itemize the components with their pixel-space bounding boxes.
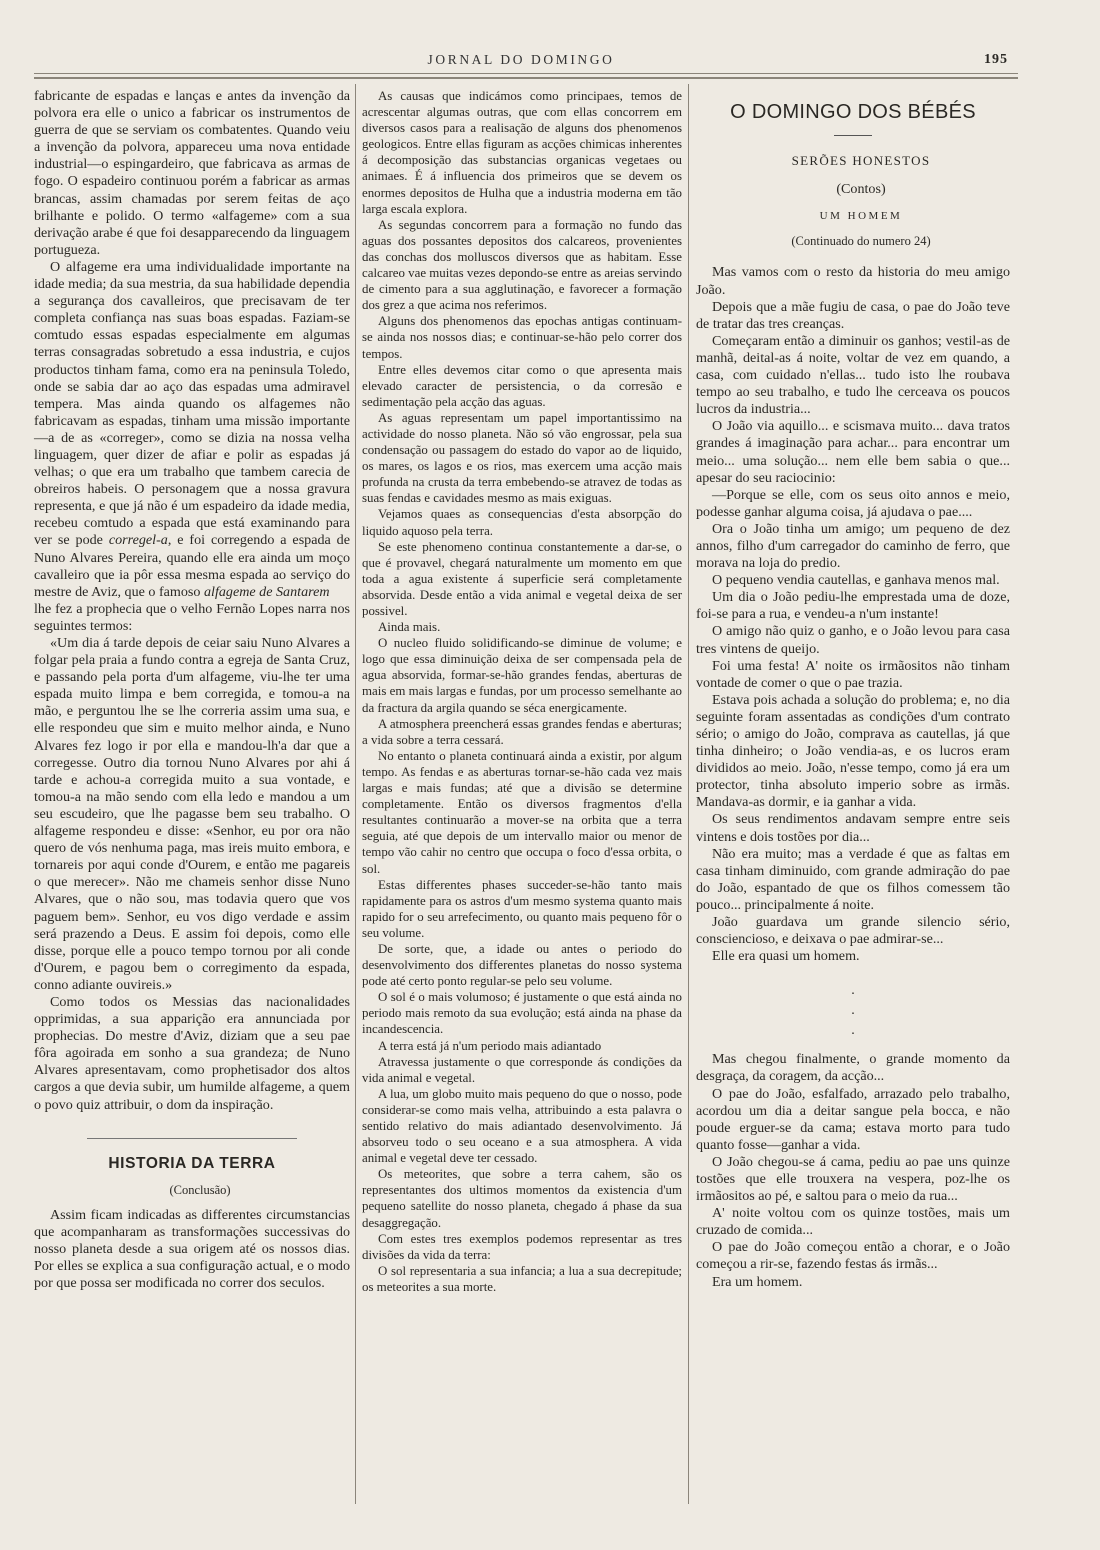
- story-paragraph: Os seus rendimentos andavam sempre entre seis vintens e dois tostões por dia...: [696, 811, 1010, 845]
- column-divider: [355, 84, 356, 1504]
- article-paragraph: A lua, um globo muito mais pequeno do que o nosso, pode considerar-se como mais velha, attribuindo a esta palavra o sentido relativo do mais adiantado desenvolvimento. Já absorveu todo o seu oceano e a sua atmosphera. A vida animal e vegetal deve ter cessado.: [362, 1086, 682, 1166]
- story-subtitle: (Contos): [836, 181, 886, 198]
- story-paragraph: O João chegou-se á cama, pediu ao pae uns quinze tostões que elle trouxera na vespera, poz-lhe os irmãositos ao pé, e saltou para o meio da rua...: [696, 1153, 1010, 1205]
- page-number: 195: [984, 52, 1008, 67]
- story-paragraph: O pae do João começou então a chorar, e o João começou a rir-se, fazendo festas ás irmãs...: [696, 1239, 1010, 1273]
- article-paragraph: Ainda mais.: [378, 620, 441, 635]
- article-paragraph: Como todos os Messias das nacionalidades opprimidas, a sua apparição era annunciada por prophecias. Do mestre d'Aviz, diziam que a seu pae fôra agoirada em sonho a sua grandeza; de Nuno Alvares apresentavam, como prophetisador dos altos cargos a que devia subir, um humilde alfageme, a quem o povo quiz attribuir, o dom da inspiração.: [34, 993, 350, 1113]
- italic-term: corregel-a: [108, 532, 168, 549]
- section-subtitle: (Conclusão): [169, 1182, 231, 1197]
- section-title: HISTORIA DA TERRA: [108, 1154, 276, 1172]
- article-paragraph: fabricante de espadas e lanças e antes da invenção da polvora era elle o unico a fabricar os instrumentos de guerra de que se serviam os combatentes. Quando veiu a invenção da polvora, appareceu uma nova entidade industrial—o espingardeiro, que fabricava as armas de fogo. O espadeiro continuou porém a fabricar as armas brancas, assim chamadas por serem feitas de aço brilhante e polido. O termo «alfageme» com a sua derivação arabe é que foi desapparecendo da linguagem portugueza.: [34, 88, 350, 258]
- article-paragraph: O sol representaria a sua infancia; a lua a sua decrepitude; os meteorites a sua morte.: [362, 1263, 682, 1294]
- article-paragraph: A terra está já n'um periodo mais adiantado: [378, 1038, 602, 1053]
- story-title: UM HOMEM: [819, 210, 903, 223]
- story-paragraph: João guardava um grande silencio sério, consciencioso, e deixava o pae admirar-se...: [696, 914, 1010, 948]
- story-paragraph: Era um homem.: [712, 1273, 803, 1290]
- story-paragraph: Depois que a mãe fugiu de casa, o pae do João teve de tratar das tres creanças.: [696, 298, 1010, 332]
- article-paragraph: As aguas representam um papel importantissimo na actividade do nosso planeta. Não só vão engrossar, pela sua condensação ou passagem do estado do vapor ao de liquido, os mares, os lagos e os rios, mas exercem uma acção mais profunda na crusta da terra embebendo-se atravez de todas as suas fendas e cavidades mesmo as mais exiguas.: [362, 410, 682, 506]
- section-title: O DOMINGO DOS BÉBÉS: [730, 101, 976, 123]
- story-paragraph: O pae do João, esfalfado, arrazado pelo trabalho, acordou um dia a deitar sangue pela bocca, e não poude erguer-se da cama; estava morto para tudo quanto fosse—ganhar a vida.: [696, 1085, 1010, 1153]
- section-divider: [87, 1138, 297, 1139]
- story-paragraph: O pequeno vendia cautellas, e ganhava menos mal.: [712, 572, 1000, 589]
- story-paragraph: Estava pois achada a solução do problema; e, no dia seguinte foram assentadas as condições d'um contrato sério; o amigo do João, comprava as cautellas, já que tinha dinheiro; o João vendia-as, e os lucros eram divididos ao meio. João, n'esse tempo, como já era um protector, tinha absoluto imperio sobre as irmãs. Mandava-as dormir, e ia ganhar a vida.: [696, 691, 1010, 811]
- article-paragraph: Estas differentes phases succeder-se-hão tanto mais rapidamente para os astros d'um mesmo systema quanto mais rapido for o seu arrefecimento, ou quanto mais pequeno fôr o seu volume.: [362, 877, 682, 940]
- quote-paragraph: «Um dia á tarde depois de ceiar saiu Nuno Alvares a folgar pela praia a fundo contra a egreja de Santa Cruz, e passando pela porta d'um alfageme, viu-lhe ter uma espada muito limpa e bem corregida, e tomou-a na mão, e perguntou lhe se lhe correria assim uma sua, e elle respondeu que sim e muito melhor ainda, e Nuno Alvares fez logo ir por ella e mandou-lh'a dar que a corregesse. Outro dia tornou Nuno Alvares por ahi á tarde e achou-a corregida muito a sua vontade, e tomou-a na mão sendo com ella ledo e mandou a um seu escudeiro, que lhe pagasse bem seu trabalho. O alfageme respondeu e disse: «Senhor, eu por ora não quero de vós nenhuma paga, mas ireis muito embora, e tornareis por aqui conde d'Ourem, e então me pagareis o que merecer». Não me chameis senhor disse Nuno Alvares, que o não sou, mas todavia quero que vos paguem bem». Senhor, eu vos digo verdade e assim será prazendo a Deus. E assim foi depois, como elle disse, porque elle a pouco tempo tornou por ali conde d'Ourem, e pagou bem o corregimento da espada, conno adiante ouvireis.»: [34, 635, 350, 993]
- story-paragraph: Foi uma festa! A' noite os irmãositos não tinham vontade de comer o que o pae trazia.: [696, 657, 1010, 691]
- story-paragraph: O João via aquillo... e scismava muito... dava tratos grandes á imaginação para achar... para encontrar um meio... uma solução... nem elle bem sabia o que... apesar do seu raciocinio:: [696, 418, 1010, 486]
- story-paragraph: Mas chegou finalmente, o grande momento da desgraça, da coragem, da acção...: [696, 1051, 1010, 1085]
- story-paragraph: —Porque se elle, com os seus oito annos e meio, podesse ganhar alguma coisa, já ajudava o pae....: [696, 486, 1010, 520]
- story-paragraph: Mas vamos com o resto da historia do meu amigo João.: [696, 264, 1010, 298]
- article-paragraph: lhe fez a prophecia que o velho Fernão Lopes narra nos seguintes termos:: [34, 600, 350, 634]
- article-paragraph: No entanto o planeta continuará ainda a existir, por algum tempo. As fendas e as aberturas tornar-se-hão cada vez mais largas e mais fundas; até que a divisão se determine completamente. Então os diversos fragmentos d'ella resultantes continuarão a mover-se na orbita que a terra seguia, até que depois de um intervallo maior ou menor de tempo vão cahir no centro que occupa o foco d'essa orbita, o sol.: [362, 748, 682, 876]
- story-paragraph: Ora o João tinha um amigo; um pequeno de dez annos, filho d'um carregador do caminho de ferro, que morava na loja do predio.: [696, 520, 1010, 572]
- article-paragraph: O nucleo fluido solidificando-se diminue de volume; e logo que essa diminuição deixa de ser compensada pela de agua absorvida, formar-se-hão grandes fendas, aberturas de mais em mais largas e fundas, por um processo semelhante ao da fractura da argila quando se séca energicamente.: [362, 636, 682, 715]
- article-paragraph: [34, 259, 350, 601]
- article-paragraph: Alguns dos phenomenos das epochas antigas continuam-se ainda nos nossos dias; e continuar-se-hão pelo correr dos tempos.: [362, 314, 682, 361]
- paragraph-text: O alfageme era uma individualidade importante na idade media; da sua mestria, da sua habilidade dependia a segurança dos cavalleiros, que precisavam de ter completa confiança nas suas boas espadas. Faziam-se comtudo essas espadas especialmente em algumas terras consagradas sobretudo a essa industria, e cujos productos tinham fama, como era na peninsula Toledo, onde se sabia dar ao aço das espadas uma admiravel tempera. Mas ainda quando os alfagemes não fabricavam as espadas, tinham uma missão importante—a de as «correger», como se dizia na nossa velha linguagem, quer dizer de afiar e polir as espadas já velhas; o que era um trabalho que tambem carecia de obreiros habeis. O personagem que a nossa gravura representa, e que já não é um espadeiro da idade media, recebeu comtudo a espada que está examinando para ver se pode: [34, 258, 350, 549]
- masthead-title: JORNAL DO DOMINGO: [427, 52, 615, 67]
- article-paragraph: Se este phenomeno continua constantemente a dar-se, o que é provavel, chegará naturalmente um momento em que toda a agua existente á superficie será completamente absorvida. Desde então a vida animal e vegetal deixa de ser possivel.: [362, 539, 682, 618]
- story-paragraph: Começaram então a diminuir os ganhos; vestil-as de manhã, deital-as á noite, voltar de vez em quando, a casa, com cuidado n'ellas... tudo isto lhe roubava tempo ao seu trabalho, e tudo lhe cerceava os poucos lucros da industria...: [696, 332, 1010, 418]
- article-paragraph: As causas que indicámos como principaes, temos de acrescentar algumas outras, que com ellas concorrem em diversos casos para a realisação de alguns dos phenomenos geologicos. Entre ellas figuram as acções chimicas inherentes á decomposição das substancias organicas vegetaes ou animaes. É á influencia dos primeiros que se devem os enormes depositos de Hulha que a industria moderna em tão larga escala explora.: [362, 89, 682, 216]
- article-paragraph: O sol é o mais volumoso; é justamente o que está ainda no periodo mais remoto da sua evolução; está ainda na phase da incandescencia.: [362, 990, 682, 1037]
- italic-term: alfageme de Santarem: [204, 583, 330, 600]
- column-middle: [362, 88, 682, 1295]
- story-paragraph: Um dia o João pediu-lhe emprestada uma de doze, foi-se para a rua, e vendeu-a n'um instante!: [696, 589, 1010, 623]
- story-series-title: SERÕES HONESTOS: [791, 153, 931, 169]
- article-paragraph: Entre elles devemos citar como o que apresenta mais elevado caracter de persistencia, o da corresão e sedimentação pela acção das aguas.: [362, 362, 682, 409]
- column-left: [34, 88, 350, 1292]
- article-paragraph: Atravessa justamente o que corresponde ás condições da vida animal e vegetal.: [362, 1054, 682, 1085]
- section-break-dots: . . .: [851, 983, 855, 1039]
- story-paragraph: Elle era quasi um homem.: [712, 948, 860, 965]
- article-paragraph: A atmosphera preencherá essas grandes fendas e aberturas; a vida sobre a terra cessará.: [362, 716, 682, 747]
- column-divider: [688, 84, 689, 1504]
- story-paragraph: Não era muito; mas a verdade é que as faltas em casa tinham diminuido, com grande admiração do pae do João, espantado de que os filhos comessem tão pouco... principalmente á noite.: [696, 845, 1010, 913]
- article-paragraph: As segundas concorrem para a formação no fundo das aguas dos possantes depositos dos calcareos, provenientes das conchas dos molluscos diversos que as habitam. Esse calcareo vae muitas vezes depondo-se entre as areias servindo de cimento para a sua agglutinação, e favorecer a formação dos grez a que acima nos referimos.: [362, 217, 682, 313]
- title-divider: [834, 135, 872, 136]
- article-paragraph: Vejamos quaes as consequencias d'esta absorpção do liquido aquoso pela terra.: [362, 507, 682, 538]
- header-rule: [34, 73, 1018, 74]
- article-paragraph: Assim ficam indicadas as differentes circumstancias que acompanharam as transformações successivas do nosso planeta desde a sua origem até os nossos dias. Por elles se explica a sua configuração actual, e o modo por que possa ser modificada no correr dos seculos.: [34, 1206, 350, 1292]
- column-right: [696, 88, 1010, 1291]
- header-rule-thick: [34, 77, 1018, 79]
- article-paragraph: De sorte, que, a idade ou antes o periodo do desenvolvimento dos differentes planetas do nosso systema pode até certo ponto regular-se pelo seu volume.: [362, 941, 682, 989]
- article-paragraph: Os meteorites, que sobre a terra cahem, são os representantes dos ultimos momentos da existencia d'um pequeno satellite do nosso planeta, chegado á phase da sua desaggregação.: [362, 1167, 682, 1230]
- story-paragraph: O amigo não quiz o ganho, e o João levou para casa tres vintens de queijo.: [696, 623, 1010, 657]
- paragraph-text: , e foi corregendo a espada de Nuno Alvares Pereira, quando elle era ainda um moço cavalleiro que ia pôr essa mesma espada ao serviço do mestre de Aviz, que o famoso: [34, 532, 350, 600]
- story-paragraph: A' noite voltou com os quinze tostões, mais um cruzado de comida...: [696, 1205, 1010, 1239]
- article-paragraph: Com estes tres exemplos podemos representar as tres divisões da vida da terra:: [362, 1231, 682, 1262]
- continuation-note: (Continuado do numero 24): [791, 234, 931, 249]
